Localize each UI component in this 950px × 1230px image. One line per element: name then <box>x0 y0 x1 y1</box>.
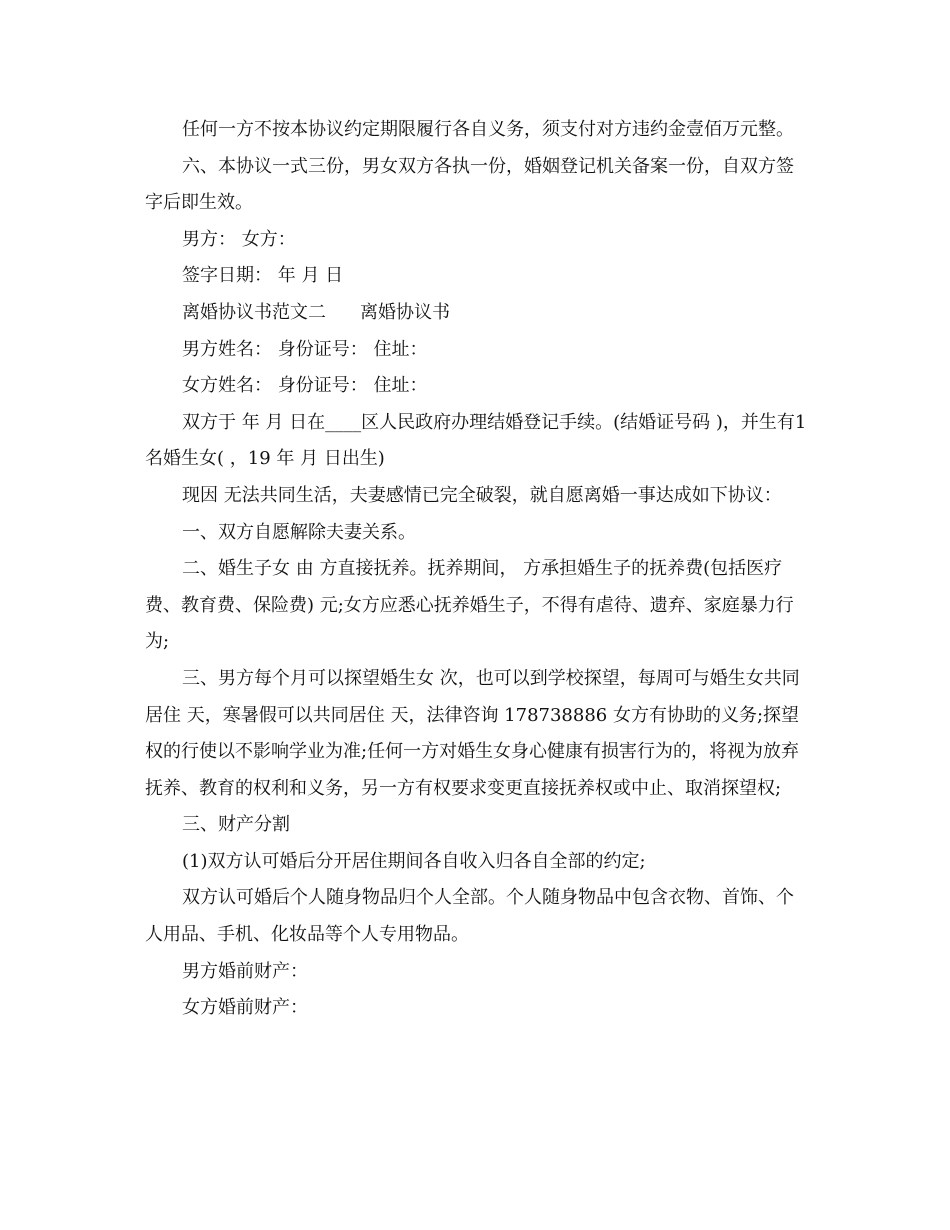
paragraph-penalty: 任何一方不按本协议约定期限履行各自义务，须支付对方违约金壹佰万元整。 <box>182 119 794 140</box>
paragraph-marriage-registration: 双方于 年 月 日在____区人民政府办理结婚登记手续。(结婚证号码 )，并生有1名婚生女( ，19 年 月 日出生) <box>145 411 807 470</box>
clause-two: 二、婚生子女 由 方直接抚养。抚养期间， 方承担婚生子的抚养费(包括医疗费、教育费、保险费) 元;女方应悉心抚养婚生子，不得有虐待、遗弃、家庭暴力行为; <box>145 558 794 653</box>
paragraph-copies: 六、本协议一式三份，男女双方各执一份，婚姻登记机关备案一份，自双方签字后即生效。 <box>145 155 794 214</box>
paragraph-divorce-reason: 现因 无法共同生活，夫妻感情已完全破裂，就自愿离婚一事达成如下协议： <box>182 484 782 506</box>
property-item-one: (1)双方认可婚后分开居住期间各自收入归各自全部的约定; <box>182 850 646 872</box>
female-party-info: 女方姓名： 身份证号： 住址： <box>182 375 428 397</box>
male-party-info: 男方姓名： 身份证号： 住址： <box>182 338 428 360</box>
section-heading <box>145 295 810 332</box>
heading-part-two: 离婚协议书 <box>360 301 450 323</box>
female-premarital-property: 女方婚前财产： <box>182 997 308 1019</box>
document-body <box>145 112 810 1027</box>
property-personal-items: 双方认可婚后个人随身物品归个人全部。个人随身物品中包含衣物、首饰、个人用品、手机、化妆品等个人专用物品。 <box>145 887 794 946</box>
clause-three-visitation: 三、男方每个月可以探望婚生女 次，也可以到学校探望，每周可与婚生女共同居住 天，寒暑假可以共同居住 天，法律咨询 178738886 女方有协助的义务;探望权的行使以不影响学业为准;任何一方对婚生女身心健康有损害行为的，将视为放弃抚养、教育的权利和义务，另一方有权要求变更直接抚养权或中止、取消探望权; <box>145 667 800 799</box>
clause-one: 一、双方自愿解除夫妻关系。 <box>182 521 416 543</box>
signature-parties: 男方： 女方： <box>182 228 296 250</box>
male-premarital-property: 男方婚前财产： <box>182 960 308 982</box>
clause-three-property-heading: 三、财产分割 <box>182 814 290 836</box>
heading-part-one: 离婚协议书范文二 <box>182 301 326 323</box>
signature-date: 签字日期： 年 月 日 <box>182 265 344 287</box>
